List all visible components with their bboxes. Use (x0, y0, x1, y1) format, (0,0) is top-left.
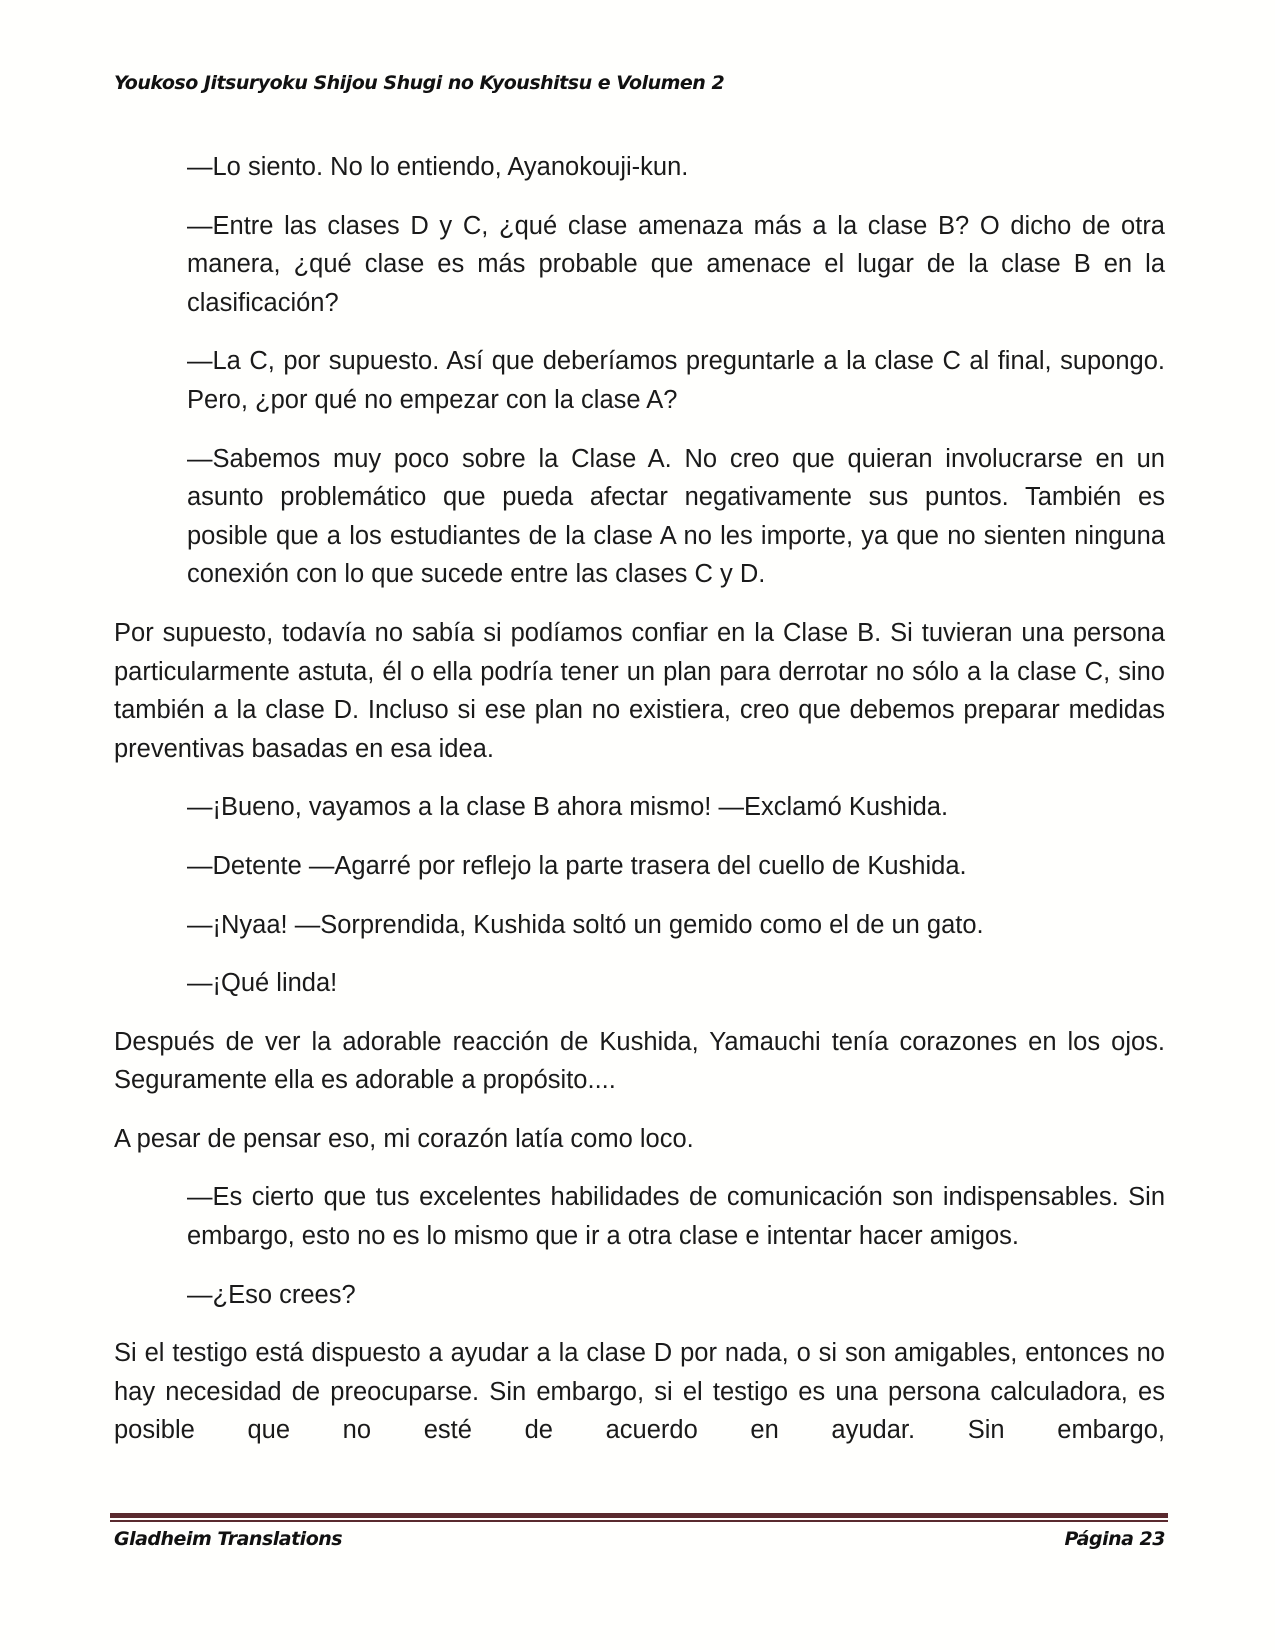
paragraph: —Entre las clases D y C, ¿qué clase amenaza más a la clase B? O dicho de otra manera, ¿qué clase es más probable que amenace el lugar de la clase B en la clasificación? (187, 211, 1165, 317)
paragraph: —Sabemos muy poco sobre la Clase A. No creo que quieran involucrarse en un asunto problemático que pueda afectar negativamente sus puntos. También es posible que a los estudiantes de la clase A no les importe, ya que no sienten ninguna conexión con lo que sucede entre las clases C y D. (187, 444, 1165, 589)
paragraph: —La C, por supuesto. Así que deberíamos preguntarle a la clase C al final, supongo. Pero, ¿por qué no empezar con la clase A? (187, 347, 1165, 414)
page-footer (114, 1528, 1165, 1550)
paragraph: Por supuesto, todavía no sabía si podíamos confiar en la Clase B. Si tuvieran una persona particularmente astuta, él o ella podría tener un plan para derrotar no sólo a la clase C, sino también a la clase D. Incluso si ese plan no existiera, creo que debemos preparar medidas preventivas basadas en esa idea. (114, 618, 1165, 763)
running-header: Youkoso Jitsuryoku Shijou Shugi no Kyoushitsu e Volumen 2 (114, 72, 725, 94)
footer-translator: Gladheim Translations (114, 1528, 343, 1550)
footer-page-number: Página 23 (1064, 1528, 1165, 1550)
paragraph: —Lo siento. No lo entiendo, Ayanokouji-kun. (187, 153, 689, 181)
paragraph: —¡Bueno, vayamos a la clase B ahora mismo! —Exclamó Kushida. (187, 793, 949, 822)
paragraph: Después de ver la adorable reacción de Kushida, Yamauchi tenía corazones en los ojos. Seguramente ella es adorable a propósito.... (114, 1027, 1165, 1095)
footer-rule-thick (110, 1513, 1168, 1518)
page-body (114, 148, 1165, 1470)
paragraph: —¡Qué linda! (187, 969, 338, 998)
paragraph: Si el testigo está dispuesto a ayudar a la clase D por nada, o si son amigables, entonces no hay necesidad de preocuparse. Sin embargo, si el testigo es una persona calculadora, es posible que no esté de acuerdo en ayudar. Sin embargo, (114, 1339, 1165, 1445)
paragraph: —¡Nyaa! —Sorprendida, Kushida soltó un gemido como el de un gato. (187, 910, 984, 939)
footer-rule-thin (110, 1520, 1168, 1522)
paragraph: A pesar de pensar eso, mi corazón latía como loco. (114, 1124, 694, 1153)
footer-rule (110, 1513, 1168, 1522)
paragraph: —Es cierto que tus excelentes habilidades de comunicación son indispensables. Sin embargo, esto no es lo mismo que ir a otra clase e intentar hacer amigos. (187, 1183, 1165, 1251)
paragraph: —¿Eso crees? (187, 1280, 356, 1309)
paragraph: —Detente —Agarré por reflejo la parte trasera del cuello de Kushida. (187, 851, 967, 880)
